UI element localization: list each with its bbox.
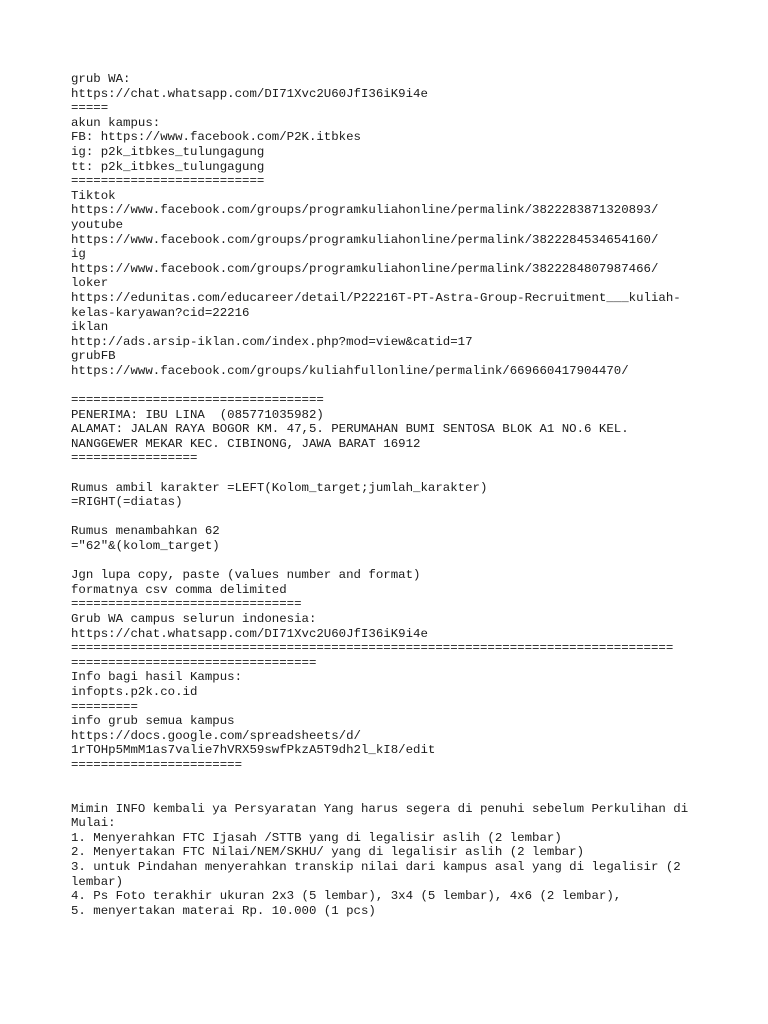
text-line: ==================================	[71, 393, 324, 408]
text-line: https://chat.whatsapp.com/DI71Xvc2U60JfI36iK9i4e	[71, 626, 428, 641]
text-line: 3. untuk Pindahan menyerahkan transkip nilai dari kampus asal yang di legalisir (2	[71, 860, 681, 875]
text-line: ===============================	[71, 597, 302, 612]
document-text	[71, 72, 731, 918]
text-line: 1rTOHp5MmM1as7valie7hVRX59swfPkzA5T9dh2l_kI8/edit	[71, 743, 436, 758]
text-line: =====	[71, 101, 109, 116]
text-line: ==========================	[71, 174, 265, 189]
text-line: Mulai:	[71, 816, 116, 831]
text-line: PENERIMA: IBU LINA (085771035982)	[71, 407, 324, 422]
text-line: loker	[71, 276, 109, 291]
text-line: lembar)	[71, 874, 124, 889]
text-line: https://www.facebook.com/groups/programkuliahonline/permalink/3822284534654160/	[71, 232, 659, 247]
text-line: ="62"&(kolom_target)	[71, 539, 220, 553]
text-line: https://www.facebook.com/groups/programkuliahonline/permalink/3822283871320893/	[71, 203, 659, 218]
text-line: NANGGEWER MEKAR KEC. CIBINONG, JAWA BARAT 16912	[71, 436, 421, 451]
text-line: https://chat.whatsapp.com/DI71Xvc2U60JfI36iK9i4e	[71, 86, 428, 101]
blank-line	[71, 510, 731, 525]
text-line: ig: p2k_itbkes_tulungagung	[71, 144, 265, 159]
text-line: https://www.facebook.com/groups/programkuliahonline/permalink/3822284807987466/	[71, 261, 659, 276]
text-line: Info bagi hasil Kampus:	[71, 670, 243, 685]
text-line: Tiktok	[71, 188, 116, 203]
text-line: 1. Menyerahkan FTC Ijasah /STTB yang di legalisir aslih (2 lembar)	[71, 830, 562, 845]
text-line: =================================================================================	[71, 641, 674, 656]
text-line: https://docs.google.com/spreadsheets/d/	[71, 728, 361, 743]
text-line: Jgn lupa copy, paste (values number and format)	[71, 568, 421, 583]
text-line: tt: p2k_itbkes_tulungagung	[71, 159, 265, 174]
text-line: grubFB	[71, 349, 116, 364]
blank-line	[71, 554, 731, 569]
text-line: youtube	[71, 217, 124, 232]
text-line: Grub WA campus selurun indonesia:	[71, 611, 317, 626]
text-line: =================================	[71, 655, 317, 670]
text-line: 4. Ps Foto terakhir ukuran 2x3 (5 lembar), 3x4 (5 lembar), 4x6 (2 lembar),	[71, 889, 622, 904]
text-line: https://www.facebook.com/groups/kuliahfullonline/permalink/669660417904470/	[71, 363, 629, 378]
text-line: info grub semua kampus	[71, 714, 235, 729]
text-line: 5. menyertakan materai Rp. 10.000 (1 pcs)	[71, 903, 376, 918]
text-line: akun kampus:	[71, 115, 161, 130]
blank-line	[71, 787, 731, 802]
text-line: =RIGHT(=diatas)	[71, 495, 183, 510]
text-line: https://edunitas.com/educareer/detail/P22216T-PT-Astra-Group-Recruitment___kuliah-	[71, 290, 681, 305]
text-line: ALAMAT: JALAN RAYA BOGOR KM. 47,5. PERUMAHAN BUMI SENTOSA BLOK A1 NO.6 KEL.	[71, 422, 629, 437]
text-line: infopts.p2k.co.id	[71, 684, 198, 699]
text-line: http://ads.arsip-iklan.com/index.php?mod=view&catid=17	[71, 334, 473, 349]
text-line: =========	[71, 699, 138, 714]
text-line: Rumus ambil karakter =LEFT(Kolom_target;jumlah_karakter)	[71, 480, 488, 495]
text-line: grub WA:	[71, 72, 131, 86]
text-line: 2. Menyertakan FTC Nilai/NEM/SKHU/ yang di legalisir aslih (2 lembar)	[71, 845, 585, 860]
text-line: kelas-karyawan?cid=22216	[71, 305, 250, 320]
blank-line	[71, 378, 731, 393]
text-line: FB: https://www.facebook.com/P2K.itbkes	[71, 130, 361, 145]
text-line: ig	[71, 247, 86, 262]
blank-line	[71, 773, 731, 788]
text-line: iklan	[71, 320, 109, 335]
text-line: =======================	[71, 757, 243, 772]
text-line: =================	[71, 451, 198, 466]
text-line: Rumus menambahkan 62	[71, 524, 220, 539]
text-line: Mimin INFO kembali ya Persyaratan Yang harus segera di penuhi sebelum Perkulihan di	[71, 801, 689, 816]
blank-line	[71, 466, 731, 481]
text-line: formatnya csv comma delimited	[71, 582, 287, 597]
